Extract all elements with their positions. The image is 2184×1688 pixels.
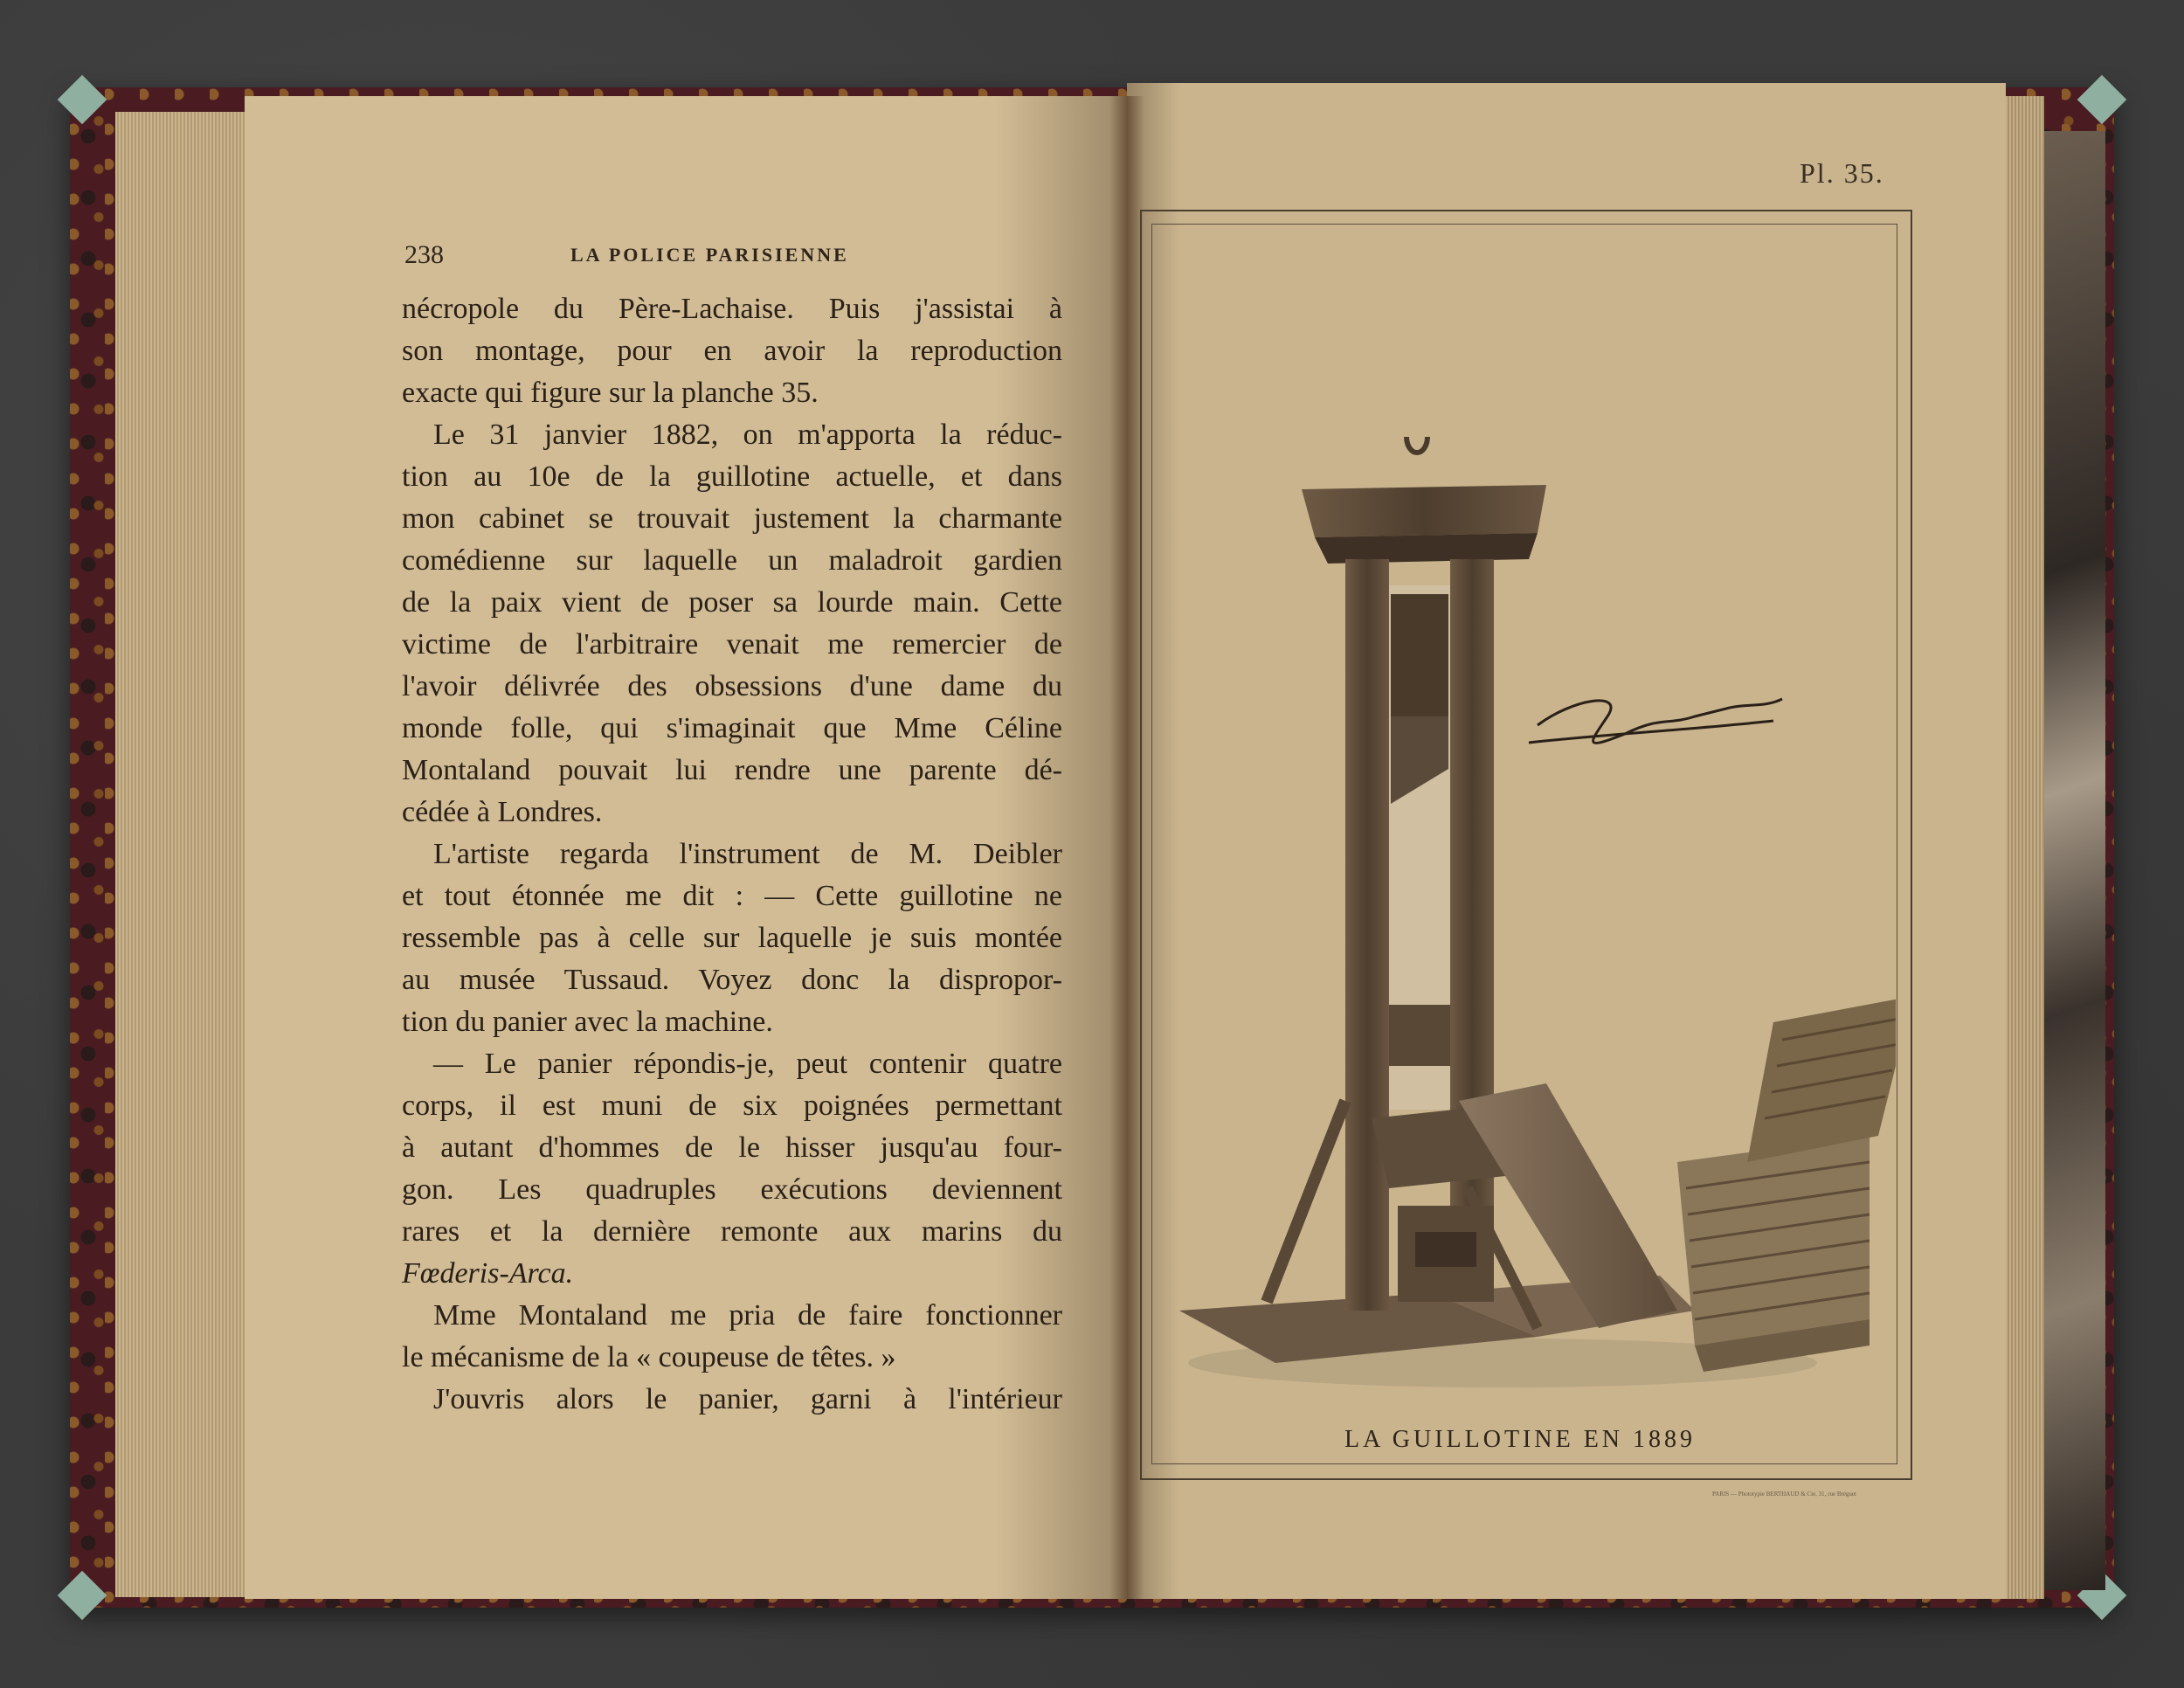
plate-caption: LA GUILLOTINE EN 1889 [1344,1426,1697,1453]
text-line: — Le panier répondis-je, peut contenir quatre [433,1048,1062,1080]
text-line: mon cabinet se trouvait justement la charmante [402,502,1062,535]
mouton-weight [1391,594,1448,716]
left-brace [1267,1101,1345,1302]
text-line: rares et la dernière remonte aux marins du [402,1215,1062,1248]
text-line: Montaland pouvait lui rendre une parente dé- [402,754,1062,786]
text-line: et tout étonnée me dit : — Cette guillotine ne [402,880,1062,912]
text-line: victime de l'arbitraire venait me remercier de [402,628,1062,661]
page-number: 238 [404,240,444,269]
book-gutter [1109,96,1144,1599]
text-line: cédée à Londres. [402,796,603,828]
left-upright [1345,559,1389,1311]
text-line: ressemble pas à celle sur laquelle je suis montée [402,922,1062,954]
top-ring [1406,437,1427,453]
page-edges-right [2006,96,2044,1599]
text-line: nécropole du Père-Lachaise. Puis j'assistai à [402,293,1062,325]
crossbeam-underside [1315,533,1538,564]
text-line: Mme Montaland me pria de faire fonctionner [433,1299,1062,1332]
basket-lid [1747,996,1896,1162]
text-line: monde folle, qui s'imaginait que Mme Céline [402,712,1062,744]
text-line: gon. Les quadruples exécutions deviennent [402,1173,1062,1206]
text-line: exacte qui figure sur la planche 35. [402,377,819,409]
running-head-title: LA POLICE PARISIENNE [570,244,849,266]
text-line: au musée Tussaud. Voyez donc la dispropor- [402,964,1062,996]
drawer-front [1415,1232,1476,1267]
body-text [402,288,1062,1421]
text-line: à autant d'hommes de le hisser jusqu'au four- [402,1131,1062,1164]
cover-corner [58,75,107,125]
cover-corner [2077,75,2127,125]
text-line: tion au 10e de la guillotine actuelle, et dans [402,460,1062,493]
marbled-endpaper [2044,131,2105,1590]
plate-label: Pl. 35. [1800,157,1884,189]
text-line: l'avoir délivrée des obsessions d'une dame du [402,670,1062,702]
deibler-signature [1529,699,1782,743]
cover-corner [58,1571,107,1621]
text-line: corps, il est muni de six poignées permettant [402,1090,1062,1122]
guillotine-photograph [1171,437,1896,1398]
text-line: tion du panier avec la machine. [402,1006,773,1038]
lunette [1389,1005,1450,1066]
text-line: son montage, pour en avoir la reproduction [402,335,1062,367]
text-line: J'ouvris alors le panier, garni à l'intérieur [433,1383,1062,1415]
text-line: Fœderis-Arca. [402,1257,574,1290]
top-crossbeam [1302,485,1546,537]
running-head [404,240,1068,275]
text-line: de la paix vient de poser sa lourde main. Cette [402,586,1062,619]
page-edges-left [115,112,246,1597]
text-line: L'artiste regarda l'instrument de M. Deibler [433,838,1062,870]
text-line: Le 31 janvier 1882, on m'apporta la réduc- [433,419,1062,451]
text-line: comédienne sur laquelle un maladroit gardien [402,544,1062,577]
printer-imprint: PARIS — Phototypie BERTHAUD & Cie, 31, rue Bréguet [1712,1491,1856,1498]
text-line: le mécanisme de la « coupeuse de têtes. » [402,1341,896,1373]
